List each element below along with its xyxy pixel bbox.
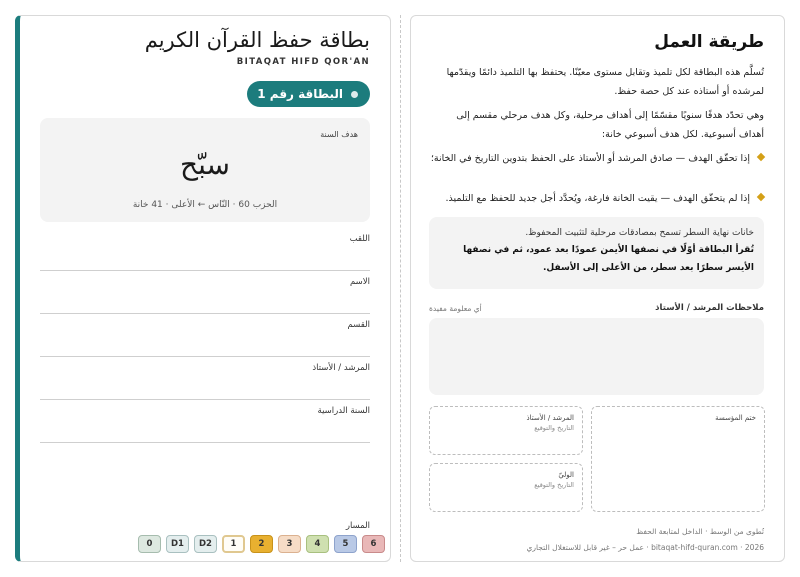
diamond-bullet-icon bbox=[757, 193, 765, 201]
seal-title: ختم المؤسسة bbox=[715, 414, 756, 422]
note-emphasis: تُقرأ البطاقة أوّلًا في نصفها الأيمن عمودًا بعد عمود، ثم في نصفها الأيسر سطرًا بعد سطر، من الأعلى إلى الأسفل. bbox=[463, 245, 754, 273]
track-label: المسار bbox=[345, 521, 370, 531]
note-line: خانات نهاية السطر تسمح بمصادقات مرحلية لتثبيت المحفوظ. bbox=[525, 228, 754, 238]
goals-paragraph: وهي تحدّد هدفًا سنويًا مقسّمًا إلى أهداف مرحلية، وكل هدف مرحلي مقسم إلى أهداف أسبوعية. لكل هدف أسبوعي خانة: bbox=[456, 110, 764, 140]
field-name[interactable] bbox=[40, 271, 370, 314]
card-number-badge bbox=[247, 81, 370, 107]
teacher-signature-box[interactable] bbox=[429, 406, 583, 455]
track-level-chip[interactable]: 0 bbox=[138, 535, 161, 553]
track-levels bbox=[138, 535, 385, 553]
dot-icon bbox=[351, 91, 358, 98]
bullet-text: إذا لم يتحقّق الهدف — يقيت الخانة فارغة، ويُحدَّد أجل جديد للحفظ مع التلميذ. bbox=[445, 193, 750, 204]
remarks-field[interactable] bbox=[429, 318, 764, 395]
diamond-bullet-icon bbox=[757, 153, 765, 161]
card-title-arabic: بطاقة حفظ القرآن الكريم bbox=[144, 28, 370, 52]
field-label: المرشد / الأستاذ bbox=[312, 363, 370, 373]
guardian-signature-sub: التاريخ والتوقيع bbox=[534, 481, 574, 489]
track-level-chip[interactable]: D2 bbox=[194, 535, 217, 553]
track-level-chip[interactable]: 4 bbox=[306, 535, 329, 553]
card-title-latin: BITAQAT HIFD QOR'AN bbox=[236, 57, 370, 67]
footer-credit: bitaqat-hifd-quran.com · 2026 · عمل حر – غير قابل للاستغلال التجاري bbox=[526, 543, 764, 552]
field-label: السنة الدراسية bbox=[317, 406, 370, 416]
field-school-year[interactable] bbox=[40, 400, 370, 443]
fold-line bbox=[400, 15, 401, 562]
field-class[interactable] bbox=[40, 314, 370, 357]
reading-note-box bbox=[429, 217, 764, 289]
track-level-chip[interactable]: 5 bbox=[334, 535, 357, 553]
field-surname[interactable] bbox=[40, 228, 370, 271]
remarks-label: ملاحظات المرشد / الأستاذ bbox=[655, 303, 764, 313]
goal-detail: الحزب 60 · النّاس ← الأعلى · 41 خانة bbox=[132, 200, 278, 210]
yearly-goal-box bbox=[40, 118, 370, 222]
bullet-goal-not-met bbox=[429, 189, 764, 208]
teacher-signature-title: المرشد / الأستاذ bbox=[526, 414, 574, 422]
guardian-signature-box[interactable] bbox=[429, 463, 583, 512]
intro-paragraph: تُسلَّم هذه البطاقة لكل تلميذ وتقابل مستوى معيّنًا. يحتفظ بها التلميذ دائمًا ويقدّمها لمرشده أو أستاذه عند كل حصة حفظ. bbox=[446, 67, 764, 97]
remarks-hint: أي معلومة مفيدة bbox=[429, 304, 482, 313]
bullet-goal-met bbox=[429, 149, 764, 168]
field-label: القسم bbox=[347, 320, 370, 330]
bullet-text: إذا تحقّق الهدف — صادق المرشد أو الأستاذ على الحفظ بتدوين التاريخ في الخانة؛ bbox=[430, 153, 750, 164]
track-level-chip[interactable]: 3 bbox=[278, 535, 301, 553]
seal-box[interactable] bbox=[591, 406, 765, 512]
fold-instruction: تُطوى من الوسط · الداخل لمتابعة الحفظ bbox=[636, 527, 764, 536]
field-label: اللقب bbox=[349, 234, 370, 244]
card-number-label: البطاقة رقم 1 bbox=[257, 87, 343, 101]
guardian-signature-title: الوليّ bbox=[558, 471, 574, 479]
goal-surah: سبّح bbox=[180, 148, 230, 181]
track-level-chip[interactable]: 1 bbox=[222, 535, 245, 553]
field-teacher[interactable] bbox=[40, 357, 370, 400]
track-level-chip[interactable]: 2 bbox=[250, 535, 273, 553]
track-level-chip[interactable]: D1 bbox=[166, 535, 189, 553]
teacher-signature-sub: التاريخ والتوقيع bbox=[534, 424, 574, 432]
goal-label: هدف السنة bbox=[320, 130, 358, 139]
field-label: الاسم bbox=[350, 277, 370, 287]
memorization-card-front bbox=[15, 15, 391, 562]
method-title: طريقة العمل bbox=[654, 32, 764, 52]
track-level-chip[interactable]: 6 bbox=[362, 535, 385, 553]
instructions-panel bbox=[410, 15, 785, 562]
